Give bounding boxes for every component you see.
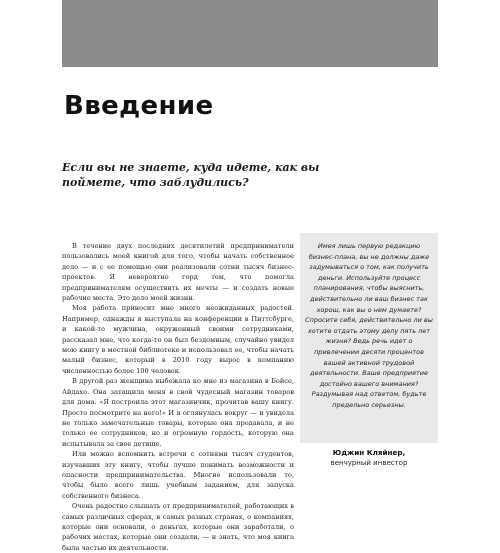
body-text [62, 241, 294, 553]
body-paragraph: Моя работа приносит мне много неожиданных радостей. Например, однажды я выступала на конференции в Питтсбурге, и какой-то мужчина, окруженный своими сотрудниками, рассказал мне, что когда-то он был бездомным, случайно увидел мою книгу в местной библиотеке и использовал ее, чтобы начать малый бизнес, который в 2010 году вырос в компанию численностью более 100 человек. [62, 304, 294, 375]
sidebar-quote-box [300, 233, 438, 443]
body-paragraph: Очень радостно слышать от предпринимателей, работающих в самых различных сферах, в самых разных странах, о компаниях, которые они основали, о деньгах, которые они заработали, о рабочих местах, которые они создали, — и знать, что моя книга была частью их деятельности. [62, 502, 294, 552]
body-paragraph: В другой раз женщина выбежала ко мне из магазина в Бойсе, Айдахо. Она затащила меня в свой чудесный магазин товаров для дома. «Я построила этот магазинчик, прочитав вашу книгу. Просто посмотрите на него!» И я оглянулась вокруг — и увидела не только замечательные товары, которые она продавала, и не только ее сотрудников, но и огромную гордость, которую она испытывала за свое детище. [62, 377, 294, 448]
chapter-title: Введение [64, 91, 214, 121]
quote-author-role: венчурный инвестор [330, 459, 408, 467]
epigraph: Если вы не знаете, куда идете, как вы поймете, что заблудились? [62, 161, 320, 189]
quote-author: Юджин Кляйнер, [332, 448, 406, 457]
sidebar-quote: Имея лишь первую редакцию бизнес-плана, вы не должны даже задумываться о том, как получить деньги. Используйте процесс планирования, чтобы выяснить, действительно ли ваш бизнес так хорош, как вы о нем думаете? Спросите себя, действительно ли вы хотите отдать этому делу пять лет жизни? Ведь речь идет о привлечении десяти процентов вашей активной трудовой деятельности. Ваше предприятие достойно вашего внимания? Раздумывая над ответом, будьте предельно серьезны. [305, 242, 433, 409]
body-paragraph: В течение двух последних десятилетий предприниматели пользовались моей книгой для того, чтобы начать собственное дело — и с ее помощью они реализовали сотни тысяч бизнес-проектов. Я невероятно горд тем, что помогла предпринимателям осуществить их мечты — и создать новые рабочие места. Это дело моей жизни. [62, 242, 294, 303]
body-paragraph: Или можно вспомнить встречи с сотнями тысяч студентов, изучавших эту книгу, чтобы лучше понимать возможности и опасности предпринимательства. Многие использовали то, чтобы было всего лишь учебным заданием, для запуска собственного бизнеса. [62, 450, 294, 500]
header-band [62, 0, 438, 67]
